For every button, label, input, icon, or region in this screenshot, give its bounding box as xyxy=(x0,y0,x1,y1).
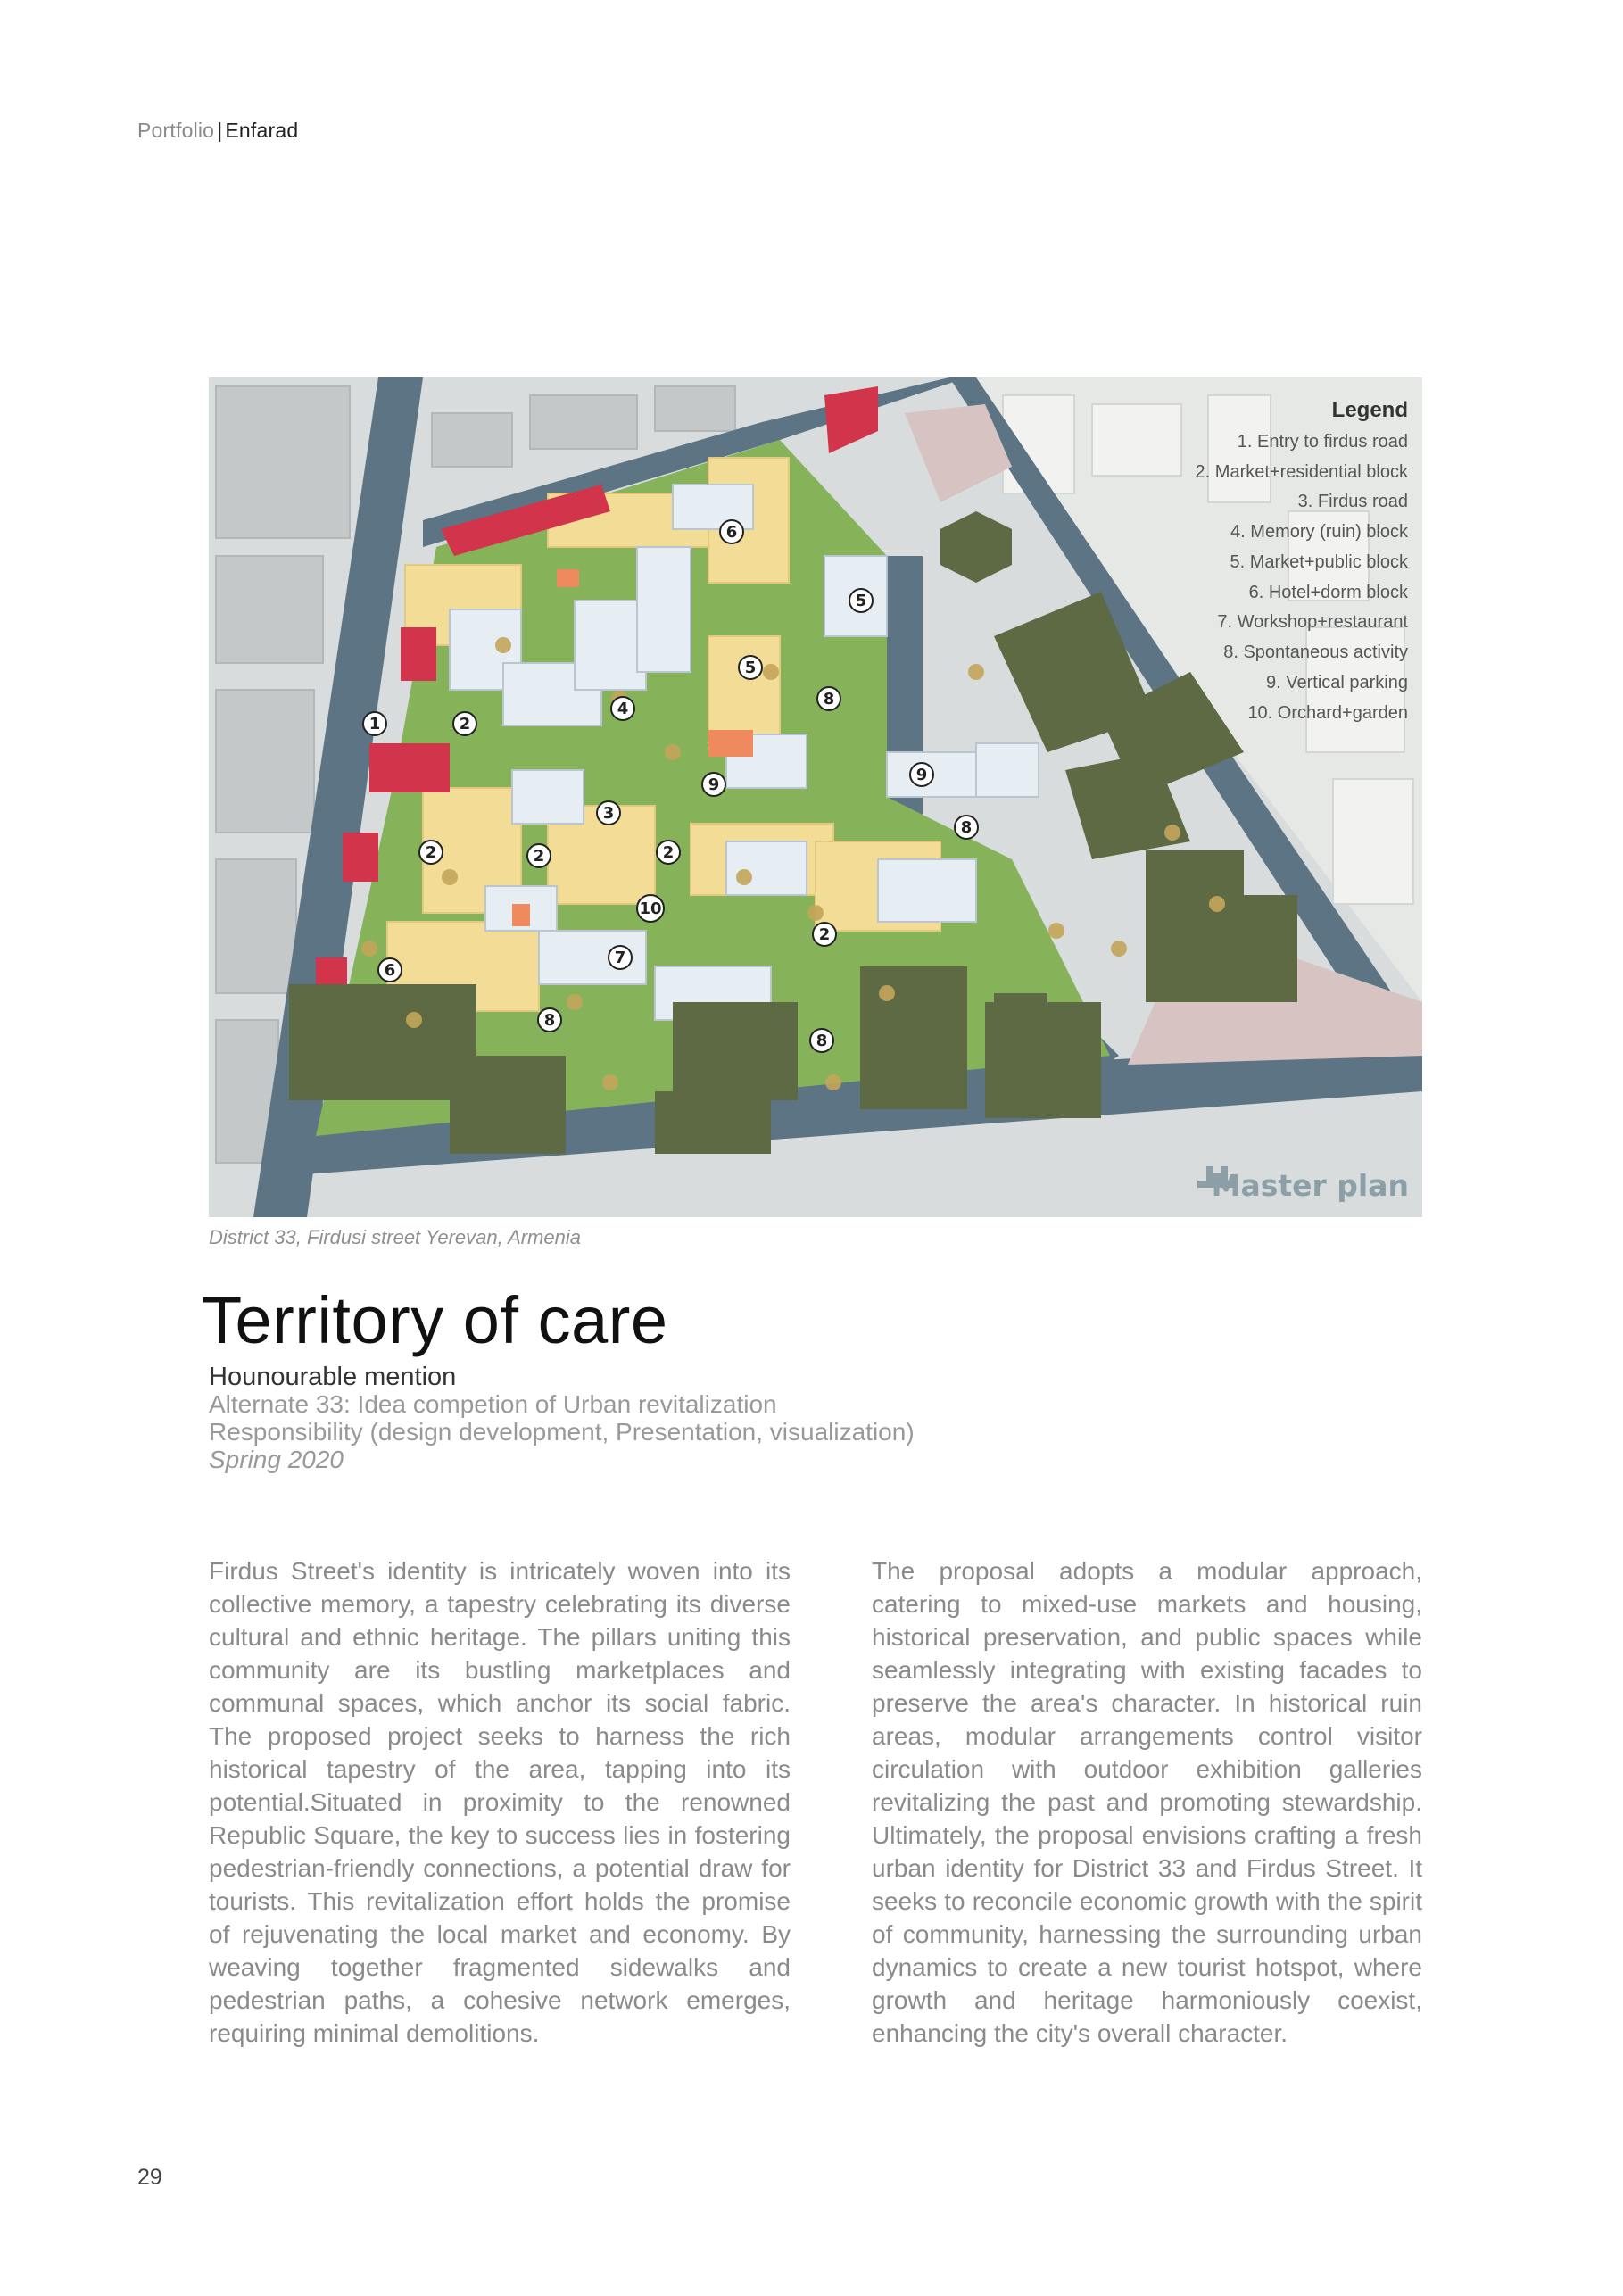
svg-text:9: 9 xyxy=(708,775,720,794)
legend-item: 6. Hotel+dorm block xyxy=(1248,583,1408,602)
svg-text:2: 2 xyxy=(459,715,471,734)
marker-4 xyxy=(611,697,634,720)
legend-title: Legend xyxy=(1331,398,1408,422)
marker-9 xyxy=(910,763,933,786)
marker-6 xyxy=(378,958,402,982)
legend-item: 9. Vertical parking xyxy=(1266,673,1408,692)
svg-text:5: 5 xyxy=(855,592,867,610)
marker-5 xyxy=(739,656,762,679)
header-separator: | xyxy=(217,119,223,142)
master-plan-text: Master plan xyxy=(1211,1168,1409,1203)
award-label: Hounourable mention xyxy=(209,1363,457,1391)
legend-item: 4. Memory (ruin) block xyxy=(1230,522,1408,542)
responsibility-line: Responsibility (design development, Presentation, visualization) xyxy=(209,1418,915,1446)
svg-text:8: 8 xyxy=(543,1011,556,1030)
svg-text:10: 10 xyxy=(639,899,662,918)
marker-2 xyxy=(419,841,443,864)
page-number: 29 xyxy=(137,2165,162,2190)
marker-8 xyxy=(817,687,840,710)
page-header xyxy=(137,119,298,143)
svg-text:4: 4 xyxy=(617,700,629,718)
svg-text:6: 6 xyxy=(384,961,396,980)
svg-text:8: 8 xyxy=(816,1032,828,1050)
marker-6 xyxy=(720,520,743,543)
svg-text:2: 2 xyxy=(533,847,545,866)
marker-2 xyxy=(813,923,836,946)
marker-8 xyxy=(955,816,978,839)
legend-item: 7. Workshop+restaurant xyxy=(1217,612,1408,632)
project-title: Territory of care xyxy=(202,1283,668,1357)
svg-text:5: 5 xyxy=(744,659,757,677)
marker-2 xyxy=(657,841,680,864)
master-plan-map xyxy=(209,377,1422,1217)
date-line: Spring 2020 xyxy=(209,1446,344,1473)
legend-item: 10. Orchard+garden xyxy=(1247,703,1408,723)
marker-1 xyxy=(363,712,386,735)
body-text-left: Firdus Street's identity is intricately woven into its collective memory, a tapestry celebrating its diverse cultural and ethnic heritage. The pillars uniting this community are its bustling marketplaces and communal spaces, which anchor its social fabric. The proposed project seeks to harness the rich historical tapestry of the area, tapping into its potential.Situated in proximity to the renowned Republic Square, the key to success lies in fostering pedestrian-friendly connections, a potential draw for tourists. This revitalization effort holds the promise of rejuvenating the local market and economy. By weaving together fragmented sidewalks and pedestrian paths, a cohesive network emerges, requiring minimal demolitions. xyxy=(209,1557,791,2047)
marker-3 xyxy=(597,801,620,825)
svg-text:3: 3 xyxy=(602,804,615,823)
svg-text:1: 1 xyxy=(368,715,381,734)
svg-text:8: 8 xyxy=(960,818,973,837)
marker-2 xyxy=(527,844,551,867)
marker-5 xyxy=(849,589,873,612)
legend-item: 2. Market+residential block xyxy=(1195,462,1408,482)
header-name: Enfarad xyxy=(225,119,299,142)
svg-text:9: 9 xyxy=(915,766,928,784)
marker-2 xyxy=(453,712,476,735)
marker-10 xyxy=(637,895,664,922)
legend-item: 8. Spontaneous activity xyxy=(1223,642,1408,662)
svg-text:8: 8 xyxy=(823,690,835,709)
svg-text:2: 2 xyxy=(818,925,831,944)
body-text-right: The proposal adopts a modular approach, catering to mixed-use markets and housing, historical preservation, and public spaces while seamlessly integrating with existing facades to preserve the area's character. In historical ruin areas, modular arrangements control visitor circulation with outdoor exhibition galleries revitalizing the past and promoting stewardship. Ultimately, the proposal envisions crafting a fresh urban identity for District 33 and Firdus Street. It seeks to reconcile economic growth with the spirit of community, harnessing the surrounding urban dynamics to create a new tourist hotspot, where growth and heritage harmoniously coexist, enhancing the city's overall character. xyxy=(872,1557,1422,2047)
svg-text:2: 2 xyxy=(662,843,675,862)
svg-text:6: 6 xyxy=(725,523,738,542)
marker-7 xyxy=(609,946,632,969)
svg-text:2: 2 xyxy=(425,843,437,862)
svg-text:7: 7 xyxy=(614,949,626,967)
map-caption: District 33, Firdusi street Yerevan, Armenia xyxy=(209,1226,581,1248)
competition-line: Alternate 33: Idea competion of Urban revitalization xyxy=(209,1390,777,1418)
marker-9 xyxy=(702,773,725,796)
legend-item: 1. Entry to firdus road xyxy=(1237,432,1408,452)
legend-item: 5. Market+public block xyxy=(1230,552,1408,572)
header-portfolio: Portfolio xyxy=(137,119,215,142)
marker-8 xyxy=(538,1008,561,1032)
master-plan-label xyxy=(1197,1166,1409,1203)
marker-8 xyxy=(810,1029,833,1052)
legend-item: 3. Firdus road xyxy=(1297,492,1408,511)
